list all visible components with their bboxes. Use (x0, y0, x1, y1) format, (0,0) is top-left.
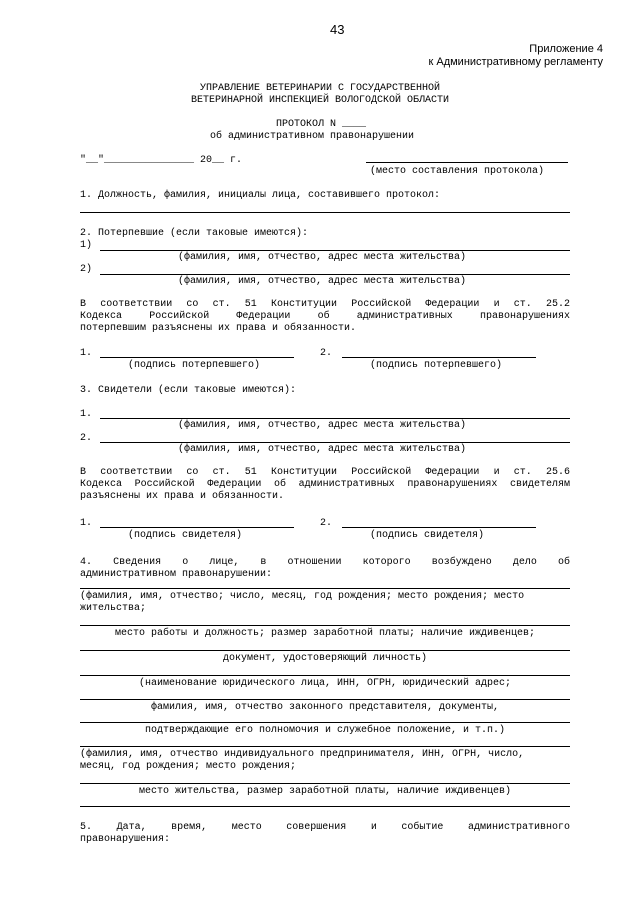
witness2-caption: (фамилия, имя, отчество, адрес места жительства) (178, 444, 467, 455)
victim-sign2-line (342, 357, 536, 358)
victims-para-line2: Кодекса Российской Федерации об административных правонарушениях (80, 311, 570, 322)
section4-line-c (80, 650, 570, 651)
appendix-line2: к Административному регламенту (428, 56, 603, 68)
section4-line-g (80, 746, 570, 747)
section4-line2: административном правонарушении: (80, 569, 273, 580)
victim-sign2-number: 2. (320, 348, 333, 359)
section1-heading: 1. Должность, фамилия, инициалы лица, составившего протокол: (80, 190, 441, 201)
victims-para-line3: потерпевшим разъяснены их права и обязанности. (80, 323, 357, 334)
witness2-number: 2. (80, 433, 93, 444)
section5-line2: правонарушения: (80, 834, 171, 845)
witness-sign2-number: 2. (320, 518, 333, 529)
protocol-subtitle: об административном правонарушении (210, 131, 415, 142)
section4-caption3: документ, удостоверяющий личность) (222, 653, 428, 664)
victim-sign1-number: 1. (80, 348, 93, 359)
witness2-line (100, 442, 570, 443)
section4-caption6: подтверждающие его полномочия и служебное положение, и т.п.) (144, 725, 506, 736)
org-line2: ВЕТЕРИНАРНОЙ ИНСПЕКЦИЕЙ ВОЛОГОДСКОЙ ОБЛАСТИ (190, 95, 450, 106)
witness-sign1-number: 1. (80, 518, 93, 529)
witness-sign1-line (100, 527, 294, 528)
section4-line1: 4. Сведения о лице, в отношении которого возбуждено дело об (80, 557, 570, 568)
section4-caption2: место работы и должность; размер заработной платы; наличие иждивенцев; (114, 628, 536, 639)
place-caption: (место составления протокола) (370, 166, 545, 177)
victim1-line (100, 250, 570, 251)
section4-caption1b: жительства; (80, 603, 147, 614)
witness1-number: 1. (80, 409, 93, 420)
section4-caption5: фамилия, имя, отчество законного представителя, документы, (150, 702, 500, 713)
section4-caption4: (наименование юридического лица, ИНН, ОГРН, юридический адрес; (138, 678, 512, 689)
witness1-caption: (фамилия, имя, отчество, адрес места жительства) (178, 420, 467, 431)
section4-caption8: место жительства, размер заработной платы, наличие иждивенцев) (138, 786, 512, 797)
victims-para-line1: В соответствии со ст. 51 Конституции Российской Федерации и ст. 25.2 (80, 299, 570, 310)
page-number: 43 (330, 22, 345, 37)
section4-caption1a: (фамилия, имя, отчество; число, месяц, год рождения; место рождения; место (80, 591, 525, 602)
victim-sign1-line (100, 357, 294, 358)
victim-sign1-caption: (подпись потерпевшего) (128, 360, 261, 371)
victim2-line (100, 274, 570, 275)
place-line (366, 162, 568, 163)
org-line1: УПРАВЛЕНИЕ ВЕТЕРИНАРИИ С ГОСУДАРСТВЕННОЙ (199, 83, 441, 94)
witnesses-para-line1: В соответствии со ст. 51 Конституции Российской Федерации и ст. 25.6 (80, 467, 570, 478)
section2-heading: 2. Потерпевшие (если таковые имеются): (80, 228, 309, 239)
section1-line (80, 212, 570, 213)
victim2-number: 2) (80, 264, 93, 275)
victim2-caption: (фамилия, имя, отчество, адрес места жительства) (178, 276, 467, 287)
witness-sign1-caption: (подпись свидетеля) (128, 530, 243, 541)
section4-line-h (80, 783, 570, 784)
witness-sign2-line (342, 527, 536, 528)
witnesses-para-line2: Кодекса Российской Федерации об административных правонарушениях свидетелям (80, 479, 570, 490)
section4-line-e (80, 699, 570, 700)
section3-heading: 3. Свидетели (если таковые имеются): (80, 385, 297, 396)
victim1-caption: (фамилия, имя, отчество, адрес места жительства) (178, 252, 467, 263)
victim1-number: 1) (80, 240, 93, 251)
witness-sign2-caption: (подпись свидетеля) (370, 530, 485, 541)
date-field: "__"_______________ 20__ г. (80, 155, 243, 166)
section4-line-b (80, 625, 570, 626)
section4-line-f (80, 722, 570, 723)
witnesses-para-line3: разъяснены их права и обязанности. (80, 491, 285, 502)
appendix-line1: Приложение 4 (529, 43, 603, 55)
section4-caption7a: (фамилия, имя, отчество индивидуального предпринимателя, ИНН, ОГРН, число, (80, 749, 525, 760)
section5-line1: 5. Дата, время, место совершения и событие административного (80, 822, 570, 833)
section4-line-d (80, 675, 570, 676)
section4-caption7b: месяц, год рождения; место рождения; (80, 761, 297, 772)
section4-line-a (80, 588, 570, 589)
protocol-title: ПРОТОКОЛ N ____ (276, 119, 367, 130)
victim-sign2-caption: (подпись потерпевшего) (370, 360, 503, 371)
witness1-line (100, 418, 570, 419)
section4-line-i (80, 806, 570, 807)
